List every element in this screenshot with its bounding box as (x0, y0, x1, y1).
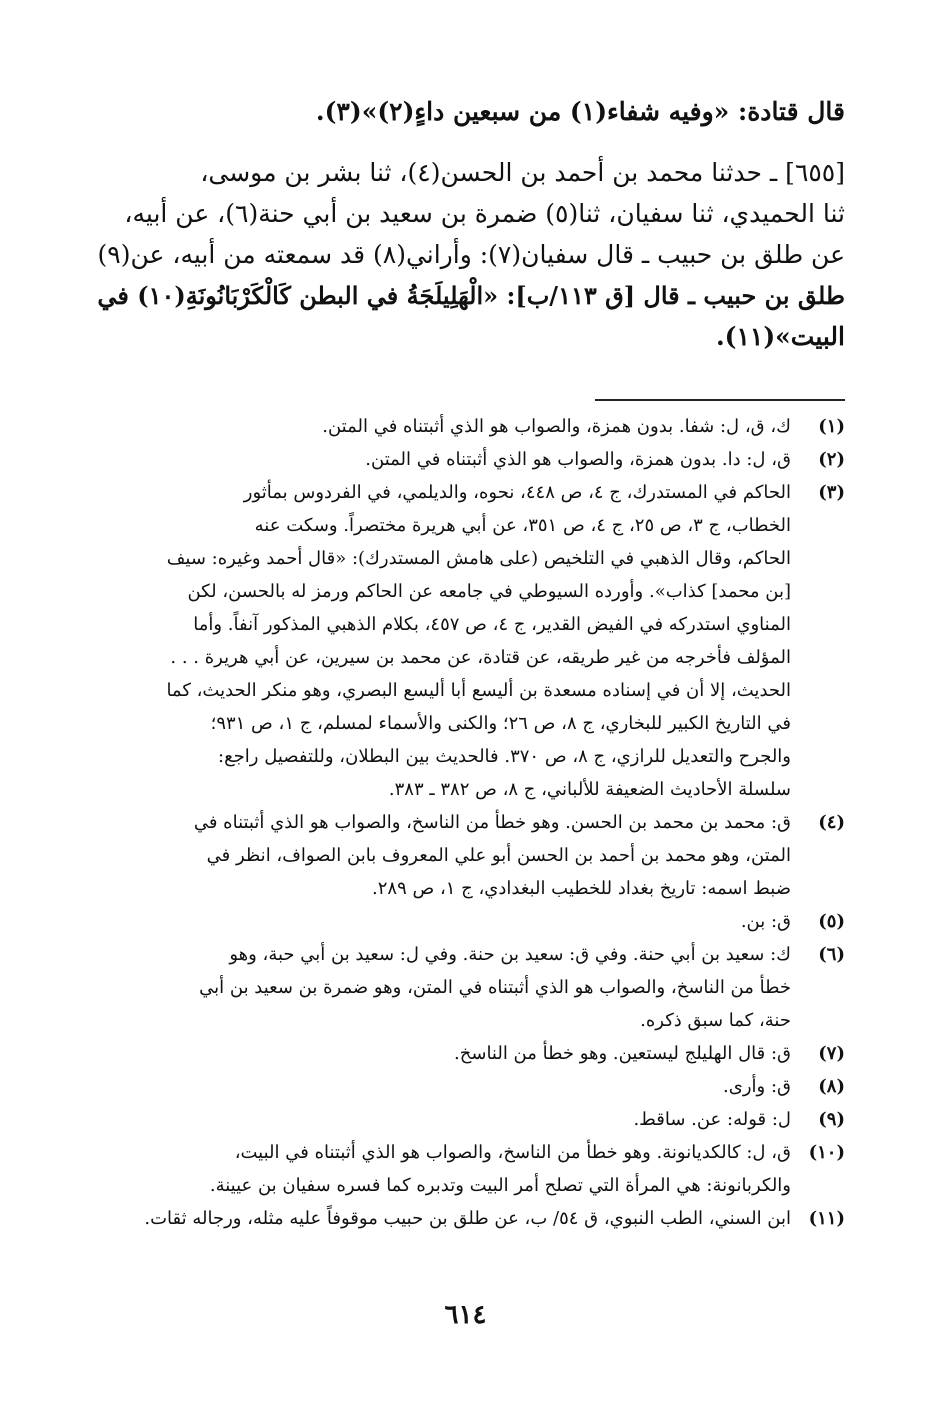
footnote-4 (86, 806, 845, 905)
hadith-line: [٦٥٥] ـ حدثنا محمد بن أحمد بن الحسن(٤)، ثنا بشر بن موسى، (200, 158, 845, 187)
footnote-7 (86, 1037, 845, 1070)
footnote-8 (86, 1070, 845, 1103)
footnote-body (86, 476, 791, 806)
footnote-body (86, 806, 791, 905)
footnote-line: ل: قوله: عن. ساقط. (633, 1109, 791, 1130)
footnote-line: الخطاب، ج ٣، ص ٢٥، ج ٤، ص ٣٥١، عن أبي هريرة مختصراً. وسكت عنه (254, 515, 791, 536)
footnote-10 (86, 1136, 845, 1202)
footnote-number: (٩) (818, 1109, 845, 1130)
footnote-number: (١١) (808, 1208, 845, 1229)
footnote-number: (٧) (818, 1043, 845, 1064)
footnote-line: الحاكم، وقال الذهبي في التلخيص (على هامش المستدرك): «قال أحمد وغيره: سيف (166, 548, 791, 569)
footnote-body (86, 1136, 791, 1202)
footnote-line: الحديث، إلا أن في إسناده مسعدة بن أليسع أبا أليسع البصري، وهو منكر الحديث، كما (166, 680, 791, 701)
footnote-5 (86, 905, 845, 938)
footnote-body (86, 1070, 791, 1103)
footnote-line: والجرح والتعديل للرازي، ج ٨، ص ٣٧٠. فالحديث بين البطلان، وللتفصيل راجع: (218, 746, 791, 767)
hadith-line: البيت»(١١). (715, 322, 845, 351)
footnotes-list (86, 410, 845, 1235)
footnote-line: ك، ق، ل: شفا. بدون همزة، والصواب هو الذي أثبتناه في المتن. (322, 416, 791, 437)
footnote-6 (86, 938, 845, 1037)
footnote-number: (٨) (818, 1076, 845, 1097)
footnote-line: في التاريخ الكبير للبخاري، ج ٨، ص ٢٦؛ والكنى والأسماء لمسلم، ج ١، ص ٩٣١؛ (210, 713, 791, 734)
footnote-line: ق: قال الهليلج ليستعين. وهو خطأ من الناسخ. (454, 1043, 791, 1064)
footnote-line: ق، ل: كالكديانونة. وهو خطأ من الناسخ، والصواب هو الذي أثبتناه في البيت، (234, 1142, 791, 1163)
footnote-line: المؤلف فأخرجه من غير طريقه، عن قتادة، عن محمد بن سيرين، عن أبي هريرة . . . (170, 647, 791, 668)
footnote-3 (86, 476, 845, 806)
footnote-2 (86, 443, 845, 476)
footnote-number: (٦) (818, 944, 845, 965)
footnote-9 (86, 1103, 845, 1136)
footnote-line: حنة، كما سبق ذكره. (640, 1010, 791, 1031)
footnote-number: (٥) (818, 911, 845, 932)
footnote-body (86, 443, 791, 476)
footnote-body (86, 1202, 791, 1235)
footnote-body (86, 905, 791, 938)
hadith-line: ثنا الحميدي، ثنا سفيان، ثنا(٥) ضمرة بن سعيد بن أبي حنة(٦)، عن أبيه، (124, 199, 845, 228)
footnote-line: ق: محمد بن محمد بن الحسن. وهو خطأ من الناسخ، والصواب هو الذي أثبتناه في (193, 812, 791, 833)
footnote-body (86, 1037, 791, 1070)
footnote-body (86, 410, 791, 443)
footnote-line: والكربانونة: هي المرأة التي تصلح أمر البيت وتدبره كما فسره سفيان بن عيينة. (209, 1175, 791, 1196)
footnote-line: سلسلة الأحاديث الضعيفة للألباني، ج ٨، ص ٣٨٢ ـ ٣٨٣. (388, 779, 791, 800)
footnote-number: (١٠) (808, 1142, 845, 1163)
footnote-line: الحاكم في المستدرك، ج ٤، ص ٤٤٨، نحوه، والديلمي، في الفردوس بمأثور (243, 482, 791, 503)
qatada-quote-line: قال قتادة: «وفيه شفاء(١) من سبعين داءٍ(٢)»(٣). (315, 97, 845, 126)
page-number: ٦١٤ (444, 1300, 487, 1330)
footnote-line: ك: سعيد بن أبي حنة. وفي ق: سعيد بن حنة. وفي ل: سعيد بن أبي حبة، وهو (229, 944, 791, 965)
footnote-number: (٣) (818, 482, 845, 503)
hadith-line: طلق بن حبيب ـ قال [ق ١١٣/ب]: «الْهَلِيلَجَةُ في البطن كَالْكَرْبَانُونَةِ(١٠) في (97, 281, 845, 310)
footnote-number: (٢) (818, 449, 845, 470)
hadith-line: عن طلق بن حبيب ـ قال سفيان(٧): وأراني(٨) قد سمعته من أبيه، عن(٩) (97, 240, 845, 269)
footnote-line: المناوي استدركه في الفيض القدير، ج ٤، ص ٤٥٧، بكلام الذهبي المذكور آنفاً. وأما (193, 614, 791, 635)
footnote-divider (595, 399, 845, 401)
footnote-body (86, 938, 791, 1037)
book-page (86, 0, 845, 1401)
footnote-11 (86, 1202, 845, 1235)
footnote-line: خطأ من الناسخ، والصواب هو الذي أثبتناه في المتن، وهو ضمرة بن سعيد بن أبي (199, 977, 791, 998)
footnote-line: ق: بن. (740, 911, 791, 932)
footnote-body (86, 1103, 791, 1136)
footnote-number: (١) (818, 416, 845, 437)
footnote-number: (٤) (818, 812, 845, 833)
footnote-line: ق، ل: دا. بدون همزة، والصواب هو الذي أثبتناه في المتن. (365, 449, 791, 470)
footnote-1 (86, 410, 845, 443)
footnote-line: [بن محمد] كذاب». وأورده السيوطي في جامعه عن الحاكم ورمز له بالحسن، لكن (187, 581, 791, 602)
footnote-line: ضبط اسمه: تاريخ بغداد للخطيب البغدادي، ج ١، ص ٢٨٩. (372, 878, 791, 899)
footnote-line: ق: وأرى. (723, 1076, 791, 1097)
footnote-line: المتن، وهو محمد بن أحمد بن الحسن أبو علي المعروف بابن الصواف، انظر في (206, 845, 791, 866)
footnote-line: ابن السني، الطب النبوي، ق ٥٤/ ب، عن طلق بن حبيب موقوفاً عليه مثله، ورجاله ثقات. (144, 1208, 791, 1229)
hadith-text (86, 152, 845, 357)
